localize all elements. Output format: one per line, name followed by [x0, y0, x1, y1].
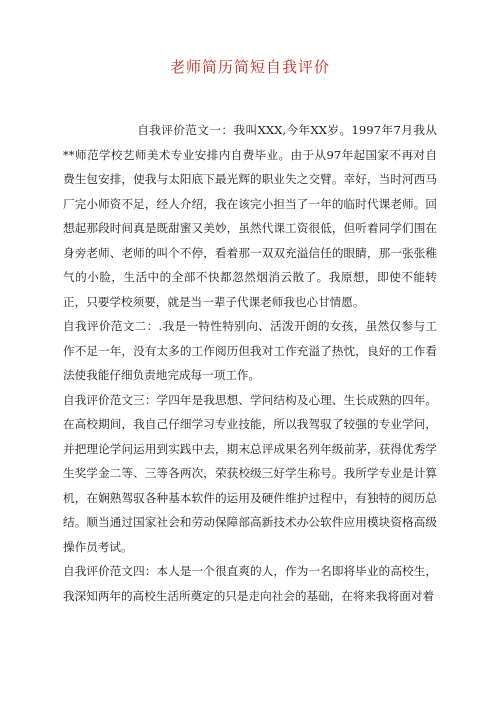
document-title: 老师简历简短自我评价 — [169, 58, 330, 76]
paragraph-2: 自我评价范文二：.我是一特性特别向、活泼开朗的女孩，虽然仅参与工作不足一年，没有太多的工作阅历但我对工作充溢了热忱，良好的工作看法使我能仔细负责地完成每一项工作。 — [63, 319, 437, 382]
paragraph-4: 自我评价范文四：本人是一个很直爽的人，作为一名即将毕业的高校生，我深知两年的高校生活所奠定的只是走向社会的基础，在将来我将面对着 — [63, 564, 437, 603]
document-body — [63, 118, 437, 608]
paragraph-1: 自我评价范文一：我叫XXX,今年XX岁。1997年7月我从**师范学校艺师美术专业安排内自费毕业。由于从97年起国家不再对自费生包安排，使我与太阳底下最光辉的职业失之交臂。幸好，当时河西马厂完小师资不足，经人介绍，我在该完小担当了一年的临时代课老师。回想起那段时间真是既甜蜜又美妙，虽然代课工资很低，但听着同学们围在身旁老师、老师的叫个不停，看着那一双双充溢信任的眼睛，那一张张稚气的小脸，生活中的全部不快都忽然烟消云散了。我原想，即使不能转正，只要学校须要，就是当一辈子代课老师我也心甘情愿。 — [63, 123, 437, 309]
paragraph-3: 自我评价范文三：学四年是我思想、学问结构及心理、生长成熟的四年。在高校期间，我自己仔细学习专业技能，所以我驾驭了较强的专业学问，并把理论学问运用到实践中去，期末总评成果名列年级前茅，获得优秀学生奖学金二等、三等各两次，荣获校级三好学生称号。我所学专业是计算机，在娴熟驾驭各种基本软件的运用及硬件维护过程中，有独特的阅历总结。顺当通过国家社会和劳动保障部高新技术办公软件应用模块资格高级操作员考试。 — [63, 392, 437, 554]
